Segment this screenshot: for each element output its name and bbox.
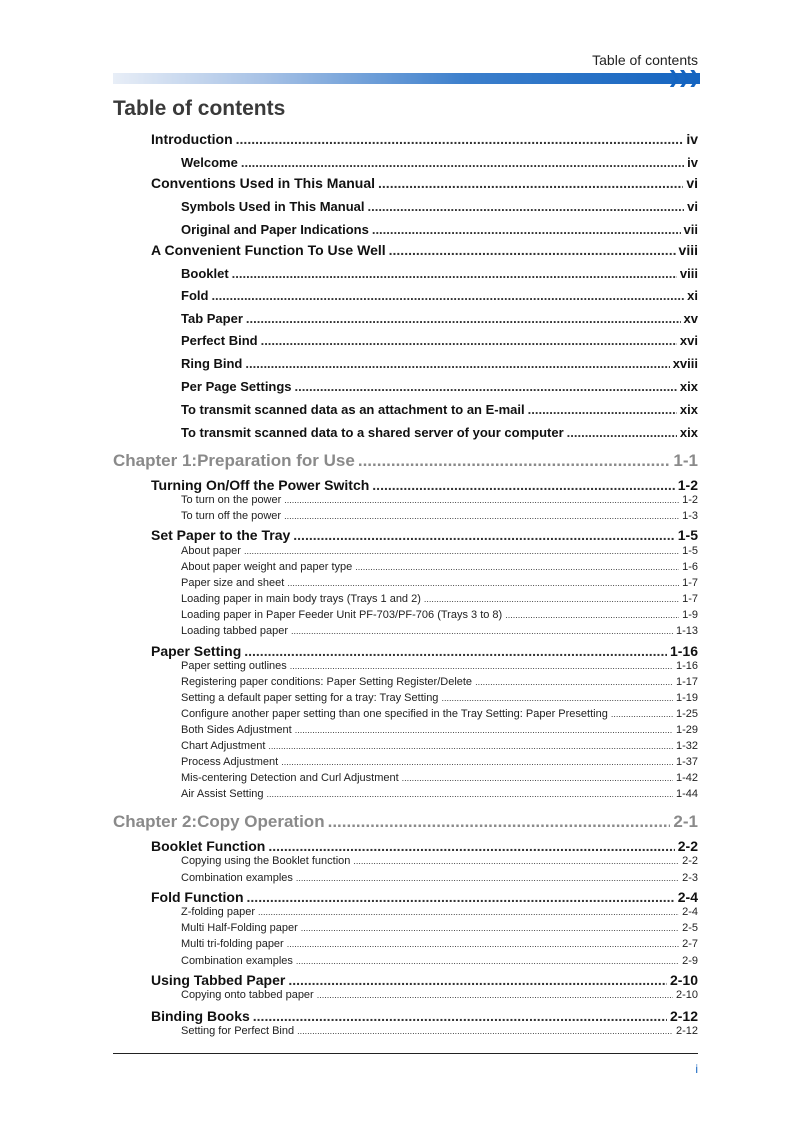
toc-entry-title: Using Tabbed Paper [151, 972, 286, 988]
toc-entry-page: 1-7 [682, 593, 698, 605]
dot-leader [441, 693, 673, 703]
dot-leader [253, 1008, 667, 1024]
toc-entry-title: Air Assist Setting [181, 788, 264, 800]
toc-entry-title: Fold [181, 288, 209, 303]
toc-entry-page: viii [678, 242, 698, 258]
toc-entry-page: 2-7 [682, 938, 698, 950]
toc-entry-loading-feeder-unit[interactable] [181, 609, 698, 621]
toc-entry-title: Both Sides Adjustment [181, 724, 292, 736]
dot-leader [372, 222, 681, 237]
toc-entry-paper-presetting[interactable] [181, 708, 698, 720]
dot-leader [402, 773, 673, 783]
toc-entry-page: 1-1 [673, 451, 698, 470]
toc-entry-booklet[interactable] [181, 266, 698, 281]
toc-entry-paper-size[interactable] [181, 577, 698, 589]
toc-entry-page: 2-4 [682, 906, 698, 918]
toc-entry-tray-setting[interactable] [181, 692, 698, 704]
dot-leader [246, 311, 681, 326]
toc-entry-loading-main-trays[interactable] [181, 593, 698, 605]
toc-entry-convenient-function[interactable] [151, 242, 698, 258]
toc-entry-title: Ring Bind [181, 356, 243, 371]
toc-entry-combination-examples[interactable] [181, 872, 698, 884]
toc-entry-z-folding[interactable] [181, 906, 698, 918]
toc-entry-title: Tab Paper [181, 311, 243, 326]
dot-leader [328, 812, 671, 832]
toc-entry-title: To turn off the power [181, 510, 282, 522]
dot-leader [293, 527, 674, 543]
dot-leader [268, 741, 673, 751]
toc-entry-binding-books[interactable] [151, 1008, 698, 1024]
toc-entry-page: xix [679, 402, 698, 417]
toc-entry-title: To turn on the power [181, 494, 282, 506]
dot-leader [295, 725, 673, 735]
toc-entry-welcome[interactable] [181, 155, 698, 170]
toc-entry-title: Copying onto tabbed paper [181, 989, 314, 1001]
toc-entry-title: Mis-centering Detection and Curl Adjustment [181, 772, 399, 784]
toc-entry-title: Multi tri-folding paper [181, 938, 284, 950]
toc-entry-page: 1-9 [682, 609, 698, 621]
toc-entry-paper-weight[interactable] [181, 561, 698, 573]
toc-entry-page: 2-10 [675, 989, 698, 1001]
dot-leader [475, 677, 673, 687]
toc-entry-page: viii [679, 266, 698, 281]
header-bar [113, 73, 700, 84]
toc-entry-title: About paper weight and paper type [181, 561, 353, 573]
toc-chapter-1[interactable] [113, 451, 698, 471]
dot-leader [232, 266, 677, 281]
toc-entry-transmit-server[interactable] [181, 425, 698, 440]
toc-entry-page: 2-2 [682, 855, 698, 867]
toc-entry-title: To transmit scanned data to a shared server of your computer [181, 425, 564, 440]
toc-entry-page: 1-19 [675, 692, 698, 704]
toc-entry-page: 1-32 [675, 740, 698, 752]
toc-entry-multi-half-folding[interactable] [181, 922, 698, 934]
toc-entry-mis-centering[interactable] [181, 772, 698, 784]
toc-chapter-2[interactable] [113, 812, 698, 832]
toc-entry-page: 1-16 [675, 660, 698, 672]
toc-entry-title: Binding Books [151, 1008, 250, 1024]
dot-leader [424, 594, 679, 604]
dot-leader [247, 889, 675, 905]
toc-entry-turn-off[interactable] [181, 510, 698, 522]
dot-leader [258, 907, 679, 917]
toc-entry-title: Introduction [151, 131, 233, 147]
dot-leader [241, 155, 684, 170]
toc-entry-page: 2-12 [675, 1025, 698, 1037]
toc-entry-registering-paper[interactable] [181, 676, 698, 688]
toc-entry-page: 1-5 [682, 545, 698, 557]
toc-entry-page: 2-2 [677, 838, 698, 854]
toc-entry-title: About paper [181, 545, 241, 557]
toc-entry-title: Set Paper to the Tray [151, 527, 291, 543]
toc-entry-turn-on[interactable] [181, 494, 698, 506]
toc-entry-tabbed-paper[interactable] [151, 972, 698, 988]
toc-entry-page: 1-17 [675, 676, 698, 688]
toc-entry-page: 1-42 [675, 772, 698, 784]
toc-entry-paper-setting[interactable] [151, 643, 698, 659]
toc-entry-page: 1-3 [682, 510, 698, 522]
toc-entry-page: 1-29 [675, 724, 698, 736]
dot-leader [358, 451, 671, 471]
toc-entry-loading-tabbed[interactable] [181, 625, 698, 637]
dot-leader [296, 873, 679, 883]
toc-entry-page: 1-13 [675, 625, 698, 637]
toc-entry-page: 2-1 [673, 812, 698, 831]
toc-entry-title: Paper Setting [151, 643, 242, 659]
dot-leader [284, 495, 679, 505]
toc-entry-title: Copying using the Booklet function [181, 855, 351, 867]
toc-entry-title: Per Page Settings [181, 379, 292, 394]
toc-entry-booklet-function[interactable] [151, 838, 698, 854]
toc-entry-per-page-settings[interactable] [181, 379, 698, 394]
toc-entry-page: 1-25 [675, 708, 698, 720]
toc-entry-page: 1-2 [682, 494, 698, 506]
dot-leader [244, 643, 667, 659]
toc-entry-title: Paper size and sheet [181, 577, 285, 589]
toc-entry-title: To transmit scanned data as an attachment to an E-mail [181, 402, 525, 417]
dot-leader [268, 838, 674, 854]
dot-leader [297, 1026, 673, 1036]
toc-entry-page: 2-5 [682, 922, 698, 934]
dot-leader [389, 242, 676, 258]
toc-entry-page: vi [687, 199, 698, 214]
toc-entry-title: Z-folding paper [181, 906, 255, 918]
dot-leader [528, 402, 677, 417]
toc-entry-page: 1-5 [677, 527, 698, 543]
toc-entry-title: Chapter 1:Preparation for Use [113, 451, 355, 470]
toc-entry-page: xv [683, 311, 698, 326]
toc-entry-title: Process Adjustment [181, 756, 279, 768]
toc-entry-page: xix [679, 379, 698, 394]
toc-entry-page: 2-4 [677, 889, 698, 905]
toc-entry-page: xviii [672, 356, 698, 371]
dot-leader [284, 511, 679, 521]
toc-entry-perfect-bind[interactable] [181, 333, 698, 348]
toc-entry-set-paper[interactable] [151, 527, 698, 543]
toc-entry-page: 1-7 [682, 577, 698, 589]
toc-entry-introduction[interactable] [151, 131, 698, 147]
toc-entry-page: iv [687, 155, 698, 170]
toc-entry-title: Paper setting outlines [181, 660, 287, 672]
toc-entry-title: Conventions Used in This Manual [151, 175, 376, 191]
toc-entry-fold-function[interactable] [151, 889, 698, 905]
toc-entry-original-paper[interactable] [181, 222, 698, 237]
toc-entry-page: 1-6 [682, 561, 698, 573]
toc-entry-page: xix [679, 425, 698, 440]
toc-entry-symbols[interactable] [181, 199, 698, 214]
toc-entry-title: Loading paper in Paper Feeder Unit PF-703/PF-706 (Trays 3 to 8) [181, 609, 503, 621]
dot-leader [211, 288, 684, 303]
toc-entry-paper-setting-outlines[interactable] [181, 660, 698, 672]
footer-rule [113, 1053, 698, 1054]
toc-entry-ring-bind[interactable] [181, 356, 698, 371]
toc-entry-title: Combination examples [181, 955, 293, 967]
toc-entry-title: Booklet [181, 266, 229, 281]
toc-entry-title: Setting a default paper setting for a tray: Tray Setting [181, 692, 439, 704]
toc-entry-page: 2-9 [682, 955, 698, 967]
toc-entry-page: 2-12 [669, 1008, 698, 1024]
dot-leader [245, 356, 669, 371]
dot-leader [296, 956, 679, 966]
toc-entry-title: A Convenient Function To Use Well [151, 242, 386, 258]
toc-entry-multi-tri-folding[interactable] [181, 938, 698, 950]
dot-leader [353, 856, 679, 866]
toc-entry-page: 1-16 [669, 643, 698, 659]
toc-entry-page: vi [686, 175, 698, 191]
running-header-label: Table of contents [592, 52, 698, 68]
toc-entry-copying-booklet[interactable] [181, 855, 698, 867]
toc-entry-title: Configure another paper setting than one specified in the Tray Setting: Paper Presetting [181, 708, 608, 720]
dot-leader [505, 610, 679, 620]
dot-leader [355, 562, 679, 572]
toc-entry-transmit-email[interactable] [181, 402, 698, 417]
toc-entry-title: Chapter 2:Copy Operation [113, 812, 325, 831]
header-arrows-icon: ❯❯❯ [667, 68, 698, 87]
toc-entry-fold[interactable] [181, 288, 698, 303]
toc-entry-page: vii [683, 222, 698, 237]
toc-entry-page: xvi [679, 333, 698, 348]
dot-leader [372, 477, 674, 493]
dot-leader [378, 175, 683, 191]
toc-entry-title: Registering paper conditions: Paper Setting Register/Delete [181, 676, 473, 688]
toc-entry-tab-paper[interactable] [181, 311, 698, 326]
dot-leader [267, 789, 673, 799]
toc-entry-process-adjustment[interactable] [181, 756, 698, 768]
dot-leader [367, 199, 684, 214]
dot-leader [236, 131, 684, 147]
toc-entry-title: Turning On/Off the Power Switch [151, 477, 370, 493]
toc-entry-title: Booklet Function [151, 838, 266, 854]
dot-leader [317, 990, 673, 1000]
toc-entry-chart-adjustment[interactable] [181, 740, 698, 752]
toc-entry-both-sides[interactable] [181, 724, 698, 736]
toc-entry-page: 1-44 [675, 788, 698, 800]
toc-entry-title: Multi Half-Folding paper [181, 922, 298, 934]
toc-entry-title: Chart Adjustment [181, 740, 266, 752]
toc-entry-title: Original and Paper Indications [181, 222, 369, 237]
dot-leader [301, 923, 679, 933]
toc-entry-page: 2-3 [682, 872, 698, 884]
footer-page-number: i [695, 1062, 698, 1076]
toc-entry-power-switch[interactable] [151, 477, 698, 493]
toc-entry-title: Perfect Bind [181, 333, 258, 348]
toc-entry-about-paper[interactable] [181, 545, 698, 557]
toc-entry-air-assist[interactable] [181, 788, 698, 800]
dot-leader [261, 333, 677, 348]
page-title: Table of contents [113, 97, 286, 120]
dot-leader [611, 709, 673, 719]
dot-leader [290, 661, 673, 671]
dot-leader [295, 379, 677, 394]
toc-entry-setting-perfect-bind[interactable] [181, 1025, 698, 1037]
toc-entry-title: Symbols Used in This Manual [181, 199, 365, 214]
dot-leader [281, 757, 673, 767]
dot-leader [287, 939, 679, 949]
toc-entry-page: 2-10 [669, 972, 698, 988]
toc-entry-copying-tabbed[interactable] [181, 989, 698, 1001]
toc-entry-title: Combination examples [181, 872, 293, 884]
toc-entry-title: Loading paper in main body trays (Trays 1 and 2) [181, 593, 421, 605]
dot-leader [567, 425, 677, 440]
dot-leader [244, 546, 679, 556]
dot-leader [291, 626, 673, 636]
dot-leader [288, 972, 667, 988]
toc-entry-title: Welcome [181, 155, 238, 170]
toc-entry-title: Fold Function [151, 889, 244, 905]
toc-entry-title: Setting for Perfect Bind [181, 1025, 295, 1037]
toc-entry-title: Loading tabbed paper [181, 625, 289, 637]
dot-leader [287, 578, 679, 588]
toc-entry-combination-examples-2[interactable] [181, 955, 698, 967]
toc-entry-page: xi [687, 288, 698, 303]
toc-entry-page: iv [686, 131, 698, 147]
toc-entry-page: 1-37 [675, 756, 698, 768]
toc-entry-conventions[interactable] [151, 175, 698, 191]
toc-entry-page: 1-2 [677, 477, 698, 493]
